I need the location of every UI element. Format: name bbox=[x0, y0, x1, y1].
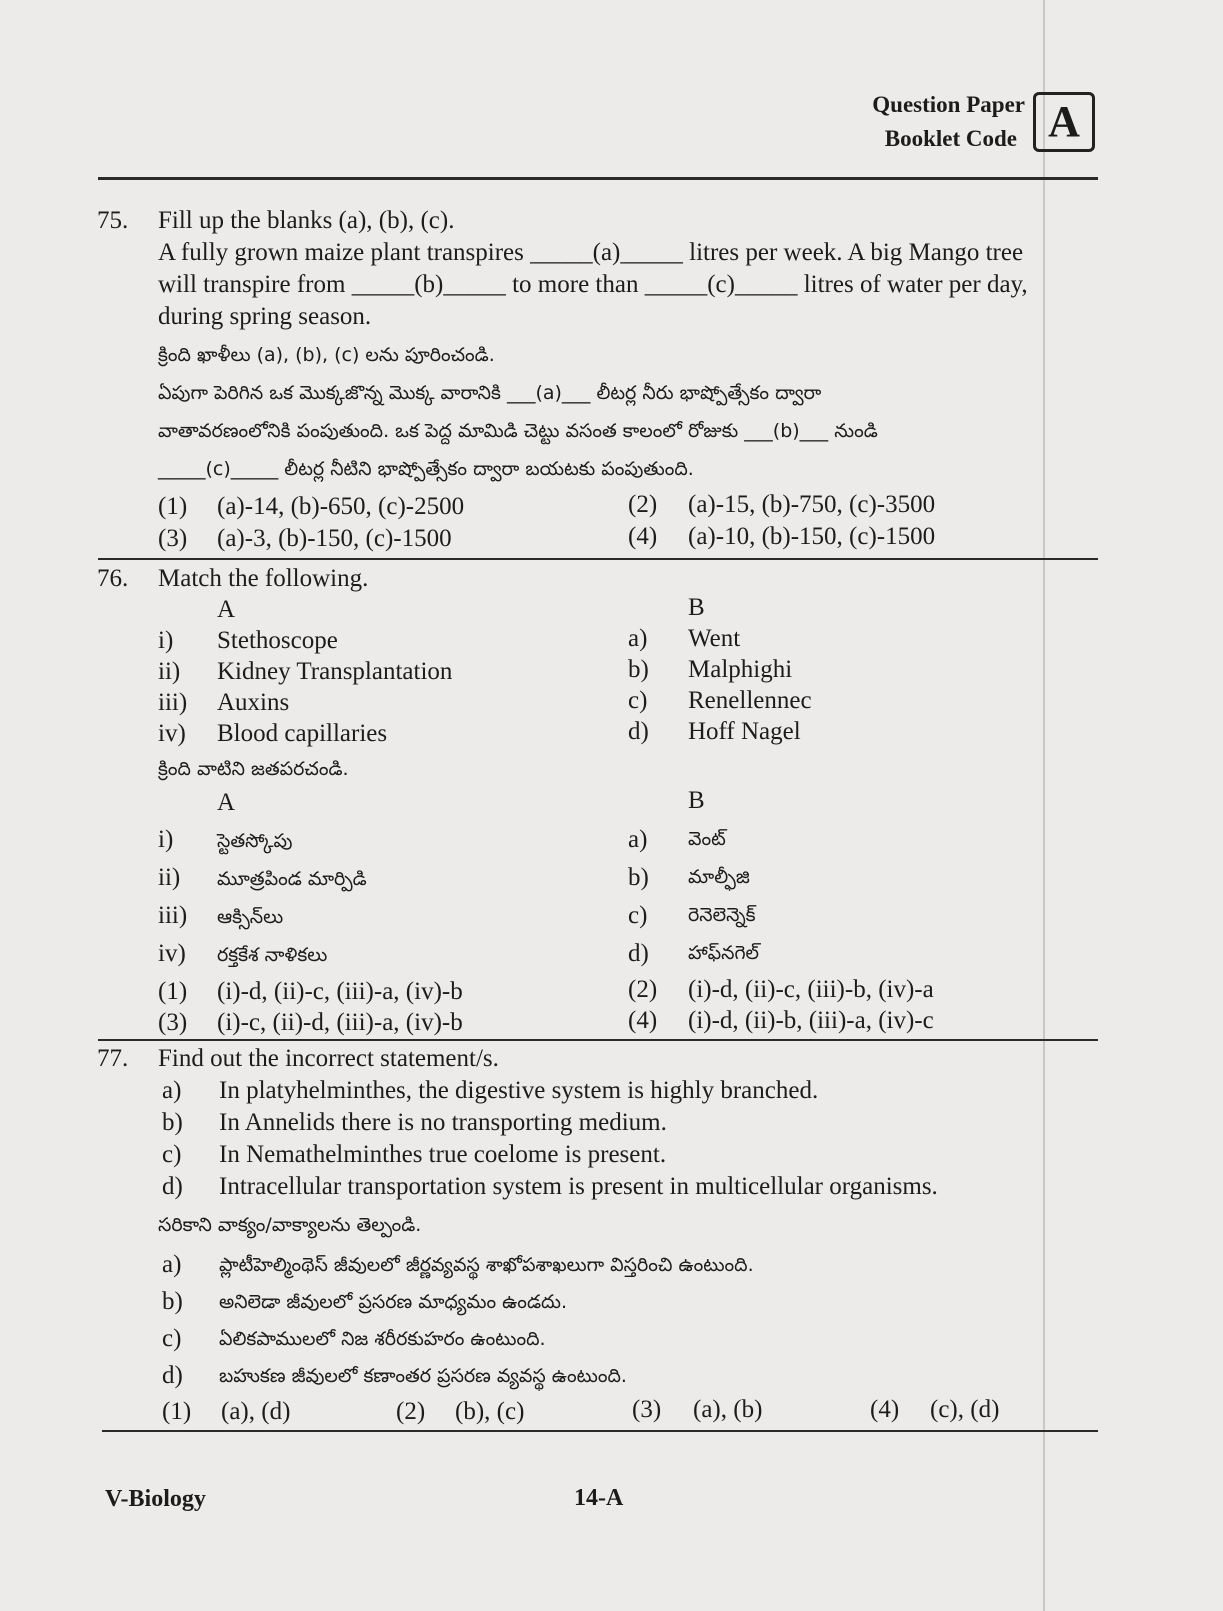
list-index: d) bbox=[162, 1173, 183, 1200]
q76-title-te: క్రింది వాటిని జతపరచండి. bbox=[158, 758, 349, 780]
header-rule bbox=[98, 177, 1098, 180]
list-item: రక్తకేశ నాళికలు bbox=[217, 944, 328, 966]
list-item: Hoff Nagel bbox=[688, 718, 801, 745]
statement-text: ఏలికపాములలో నిజ శరీరకుహరం ఉంటుంది. bbox=[219, 1328, 546, 1350]
column-a-header: A bbox=[217, 789, 236, 816]
option-text: (b), (c) bbox=[455, 1398, 525, 1425]
booklet-code-label-line1: Question Paper bbox=[872, 92, 1025, 117]
q75-te-line: వాతావరణంలోనికి పంపుతుంది. ఒక పెద్ద మామిడి చెట్టు వసంత కాలంలో రోజుకు ___(b)___ నుండి bbox=[158, 420, 878, 442]
option-text: (a)-15, (b)-750, (c)-3500 bbox=[688, 491, 936, 518]
question-number: 76. bbox=[97, 565, 129, 592]
list-item: Stethoscope bbox=[217, 627, 338, 654]
option-number: (3) bbox=[158, 525, 188, 552]
q75-te-line: క్రింది ఖాళీలు (a), (b), (c) లను పూరించండి. bbox=[158, 344, 495, 366]
option-number: (1) bbox=[158, 493, 188, 520]
list-item: రెనెలెన్నెక్ bbox=[688, 904, 756, 926]
list-index: c) bbox=[628, 902, 648, 929]
statement-text: Intracellular transportation system is present in multicellular organisms. bbox=[219, 1173, 938, 1200]
option-number: (1) bbox=[158, 978, 188, 1005]
list-item: Went bbox=[688, 625, 741, 652]
column-b-header: B bbox=[688, 787, 705, 814]
option-number: (2) bbox=[628, 976, 658, 1003]
option-text: (a)-10, (b)-150, (c)-1500 bbox=[688, 523, 936, 550]
q75-en-line: will transpire from _____(b)_____ to more than _____(c)_____ litres of water per day, bbox=[158, 271, 1028, 298]
footer-subject: V-Biology bbox=[105, 1486, 206, 1512]
question-divider bbox=[98, 1039, 1098, 1041]
list-item: హాఫ్‌నగెల్ bbox=[688, 942, 760, 964]
option-number: (4) bbox=[628, 523, 658, 550]
option-text: (a), (d) bbox=[221, 1398, 291, 1425]
booklet-code-box: A bbox=[1033, 92, 1095, 152]
question-number: 77. bbox=[97, 1045, 129, 1072]
list-index: b) bbox=[628, 656, 649, 683]
option-number: (1) bbox=[162, 1398, 192, 1425]
option-text: (i)-d, (ii)-c, (iii)-a, (iv)-b bbox=[217, 978, 463, 1005]
q77-title-en: Find out the incorrect statement/s. bbox=[158, 1045, 499, 1072]
option-number: (2) bbox=[396, 1398, 426, 1425]
option-text: (a), (b) bbox=[693, 1396, 763, 1423]
list-index: iii) bbox=[158, 689, 188, 716]
list-item: Kidney Transplantation bbox=[217, 658, 453, 685]
option-number: (4) bbox=[628, 1007, 658, 1034]
list-item: Auxins bbox=[217, 689, 290, 716]
list-index: i) bbox=[158, 627, 174, 654]
list-index: iv) bbox=[158, 940, 186, 967]
q77-title-te: సరికాని వాక్యం/వాక్యాలను తెల్పండి. bbox=[158, 1214, 422, 1236]
list-index: d) bbox=[628, 718, 649, 745]
list-index: i) bbox=[158, 826, 174, 853]
list-index: iii) bbox=[158, 902, 188, 929]
list-item: వెంట్ bbox=[688, 828, 726, 850]
list-index: iv) bbox=[158, 720, 186, 747]
list-index: b) bbox=[162, 1288, 183, 1315]
statement-text: In Nemathelminthes true coelome is present. bbox=[219, 1141, 667, 1168]
option-text: (i)-d, (ii)-c, (iii)-b, (iv)-a bbox=[688, 976, 934, 1003]
column-b-header: B bbox=[688, 594, 705, 621]
statement-text: In platyhelminthes, the digestive system is highly branched. bbox=[219, 1077, 819, 1104]
q75-en-line: Fill up the blanks (a), (b), (c). bbox=[158, 207, 455, 234]
list-index: ii) bbox=[158, 658, 181, 685]
list-item: స్టెతస్కోపు bbox=[217, 830, 293, 852]
list-index: a) bbox=[628, 625, 648, 652]
statement-text: ప్లాటీహెల్మింథెస్ జీవులలో జీర్ణవ్యవస్థ శాఖోపశాఖలుగా విస్తరించి ఉంటుంది. bbox=[219, 1254, 754, 1276]
page-fold-line bbox=[1043, 0, 1045, 1611]
statement-text: అనిలెడా జీవులలో ప్రసరణ మాధ్యమం ఉండదు. bbox=[219, 1291, 568, 1313]
q76-title-en: Match the following. bbox=[158, 565, 369, 592]
q75-en-line: during spring season. bbox=[158, 303, 372, 330]
list-index: a) bbox=[628, 826, 648, 853]
option-number: (3) bbox=[158, 1009, 188, 1036]
option-text: (c), (d) bbox=[930, 1396, 1000, 1423]
question-number: 75. bbox=[97, 207, 129, 234]
list-item: మాల్ఫీజి bbox=[688, 866, 750, 888]
list-item: మూత్రపిండ మార్పిడి bbox=[217, 868, 367, 890]
statement-text: బహుకణ జీవులలో కణాంతర ప్రసరణ వ్యవస్థ ఉంటుంది. bbox=[219, 1365, 627, 1387]
list-index: b) bbox=[162, 1109, 183, 1136]
question-divider bbox=[98, 558, 1098, 560]
option-text: (i)-c, (ii)-d, (iii)-a, (iv)-b bbox=[217, 1009, 463, 1036]
list-index: ii) bbox=[158, 864, 181, 891]
option-text: (a)-3, (b)-150, (c)-1500 bbox=[217, 525, 452, 552]
list-index: a) bbox=[162, 1077, 182, 1104]
option-number: (4) bbox=[870, 1396, 900, 1423]
list-index: c) bbox=[162, 1325, 182, 1352]
booklet-code-label-line2: Booklet Code bbox=[884, 126, 1017, 151]
list-index: a) bbox=[162, 1251, 182, 1278]
list-index: d) bbox=[162, 1362, 183, 1389]
page-number: 14-A bbox=[574, 1485, 624, 1511]
q75-te-line: ఏపుగా పెరిగిన ఒక మొక్కజొన్న మొక్క వారానికి ___(a)___ లీటర్ల నీరు భాష్పోత్సేకం ద్వారా bbox=[158, 382, 822, 404]
option-number: (3) bbox=[632, 1396, 662, 1423]
q75-te-line: _____(c)_____ లీటర్ల నీటిని భాష్పోత్సేకం ద్వారా బయటకు పంపుతుంది. bbox=[158, 458, 694, 480]
footer-rule bbox=[102, 1430, 1098, 1432]
list-index: b) bbox=[628, 864, 649, 891]
column-a-header: A bbox=[217, 596, 236, 623]
option-number: (2) bbox=[628, 491, 658, 518]
list-index: d) bbox=[628, 940, 649, 967]
q75-en-line: A fully grown maize plant transpires _____(a)_____ litres per week. A big Mango tree bbox=[158, 239, 1024, 266]
option-text: (i)-d, (ii)-b, (iii)-a, (iv)-c bbox=[688, 1007, 934, 1034]
list-item: Malphighi bbox=[688, 656, 793, 683]
statement-text: In Annelids there is no transporting medium. bbox=[219, 1109, 667, 1136]
option-text: (a)-14, (b)-650, (c)-2500 bbox=[217, 493, 465, 520]
list-index: c) bbox=[162, 1141, 182, 1168]
list-item: ఆక్సిన్‌లు bbox=[217, 906, 284, 928]
list-item: Renellennec bbox=[688, 687, 812, 714]
list-item: Blood capillaries bbox=[217, 720, 388, 747]
list-index: c) bbox=[628, 687, 648, 714]
